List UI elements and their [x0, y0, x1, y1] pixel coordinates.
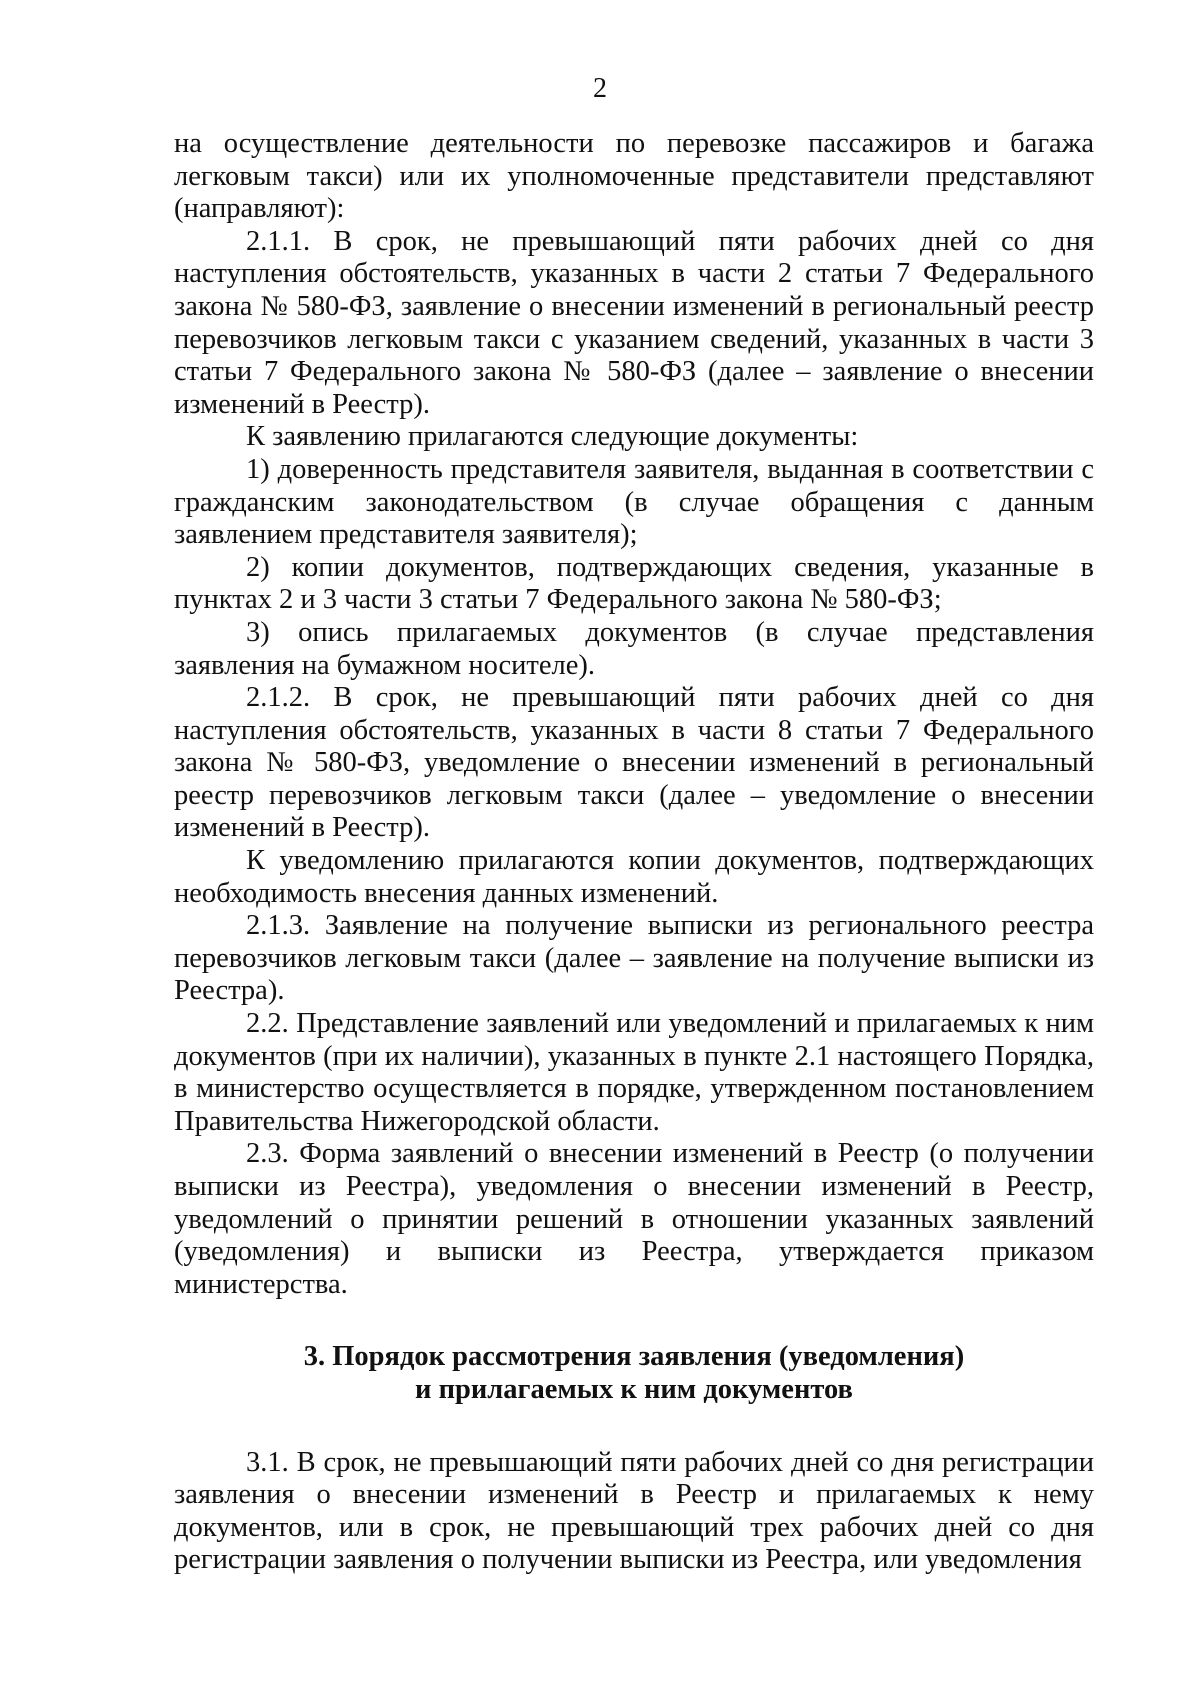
- section-heading-line: и прилагаемых к ним документов: [415, 1373, 853, 1405]
- section-3-body: [174, 1447, 1094, 1577]
- paragraph: 2) копии документов, подтверждающих сведения, указанные в пунктах 2 и 3 части 3 статьи 7 Федерального закона № 580-ФЗ;: [174, 551, 1094, 616]
- paragraph: 1) доверенность представителя заявителя, выданная в соответствии с гражданским законодательством (в случае обращения с данным заявлением представителя заявителя);: [174, 453, 1094, 551]
- section-2-continuation: [174, 128, 1094, 1301]
- paragraph: 2.3. Форма заявлений о внесении изменений в Реестр (о получении выписки из Реестра), уведомления о внесении изменений в Реестр, уведомлений о принятии решений в отношении указанных заявлений (уведомления) и выписки из Реестра, утверждается приказом министерства.: [174, 1138, 1094, 1300]
- paragraph: 2.2. Представление заявлений или уведомлений и прилагаемых к ним документов (при их наличии), указанных в пункте 2.1 настоящего Порядка, в министерство осуществляется в порядке, утвержденном постановлением Правительства Нижегородской области.: [174, 1008, 1094, 1137]
- paragraph: 3.1. В срок, не превышающий пяти рабочих дней со дня регистрации заявления о внесении изменений в Реестр и прилагаемых к нему документов, или в срок, не превышающий трех рабочих дней со дня регистрации заявления о получении выписки из Реестра, или уведомления: [174, 1446, 1094, 1576]
- paragraph: 2.1.3. Заявление на получение выписки из регионального реестра перевозчиков легковым такси (далее – заявление на получение выписки из Реестра).: [174, 910, 1094, 1007]
- paragraph: 2.1.2. В срок, не превышающий пяти рабочих дней со дня наступления обстоятельств, указанных в части 8 статьи 7 Федерального закона № 580-ФЗ, уведомление о внесении изменений в региональный реестр перевозчиков легковым такси (далее – уведомление о внесении изменений в Реестр).: [174, 682, 1094, 844]
- paragraph: К уведомлению прилагаются копии документов, подтверждающих необходимость внесения данных изменений.: [174, 845, 1094, 909]
- document-body: [174, 128, 1094, 1577]
- section-heading-line: 3. Порядок рассмотрения заявления (уведомления): [303, 1341, 965, 1373]
- paragraph: 3) опись прилагаемых документов (в случае представления заявления на бумажном носителе).: [174, 616, 1094, 681]
- paragraph: К заявлению прилагаются следующие документы:: [246, 421, 859, 453]
- section-heading: [174, 1341, 1094, 1406]
- paragraph: на осуществление деятельности по перевозке пассажиров и багажа легковым такси) или их уполномоченные представители представляют (направляют):: [174, 128, 1094, 225]
- paragraph: 2.1.1. В срок, не превышающий пяти рабочих дней со дня наступления обстоятельств, указанных в части 2 статьи 7 Федерального закона № 580-ФЗ, заявление о внесении изменений в региональный реестр перевозчиков легковым такси с указанием сведений, указанных в части 3 статьи 7 Федерального закона № 580-ФЗ (далее – заявление о внесении изменений в Реестр).: [174, 225, 1094, 420]
- page-number: 2: [593, 73, 607, 104]
